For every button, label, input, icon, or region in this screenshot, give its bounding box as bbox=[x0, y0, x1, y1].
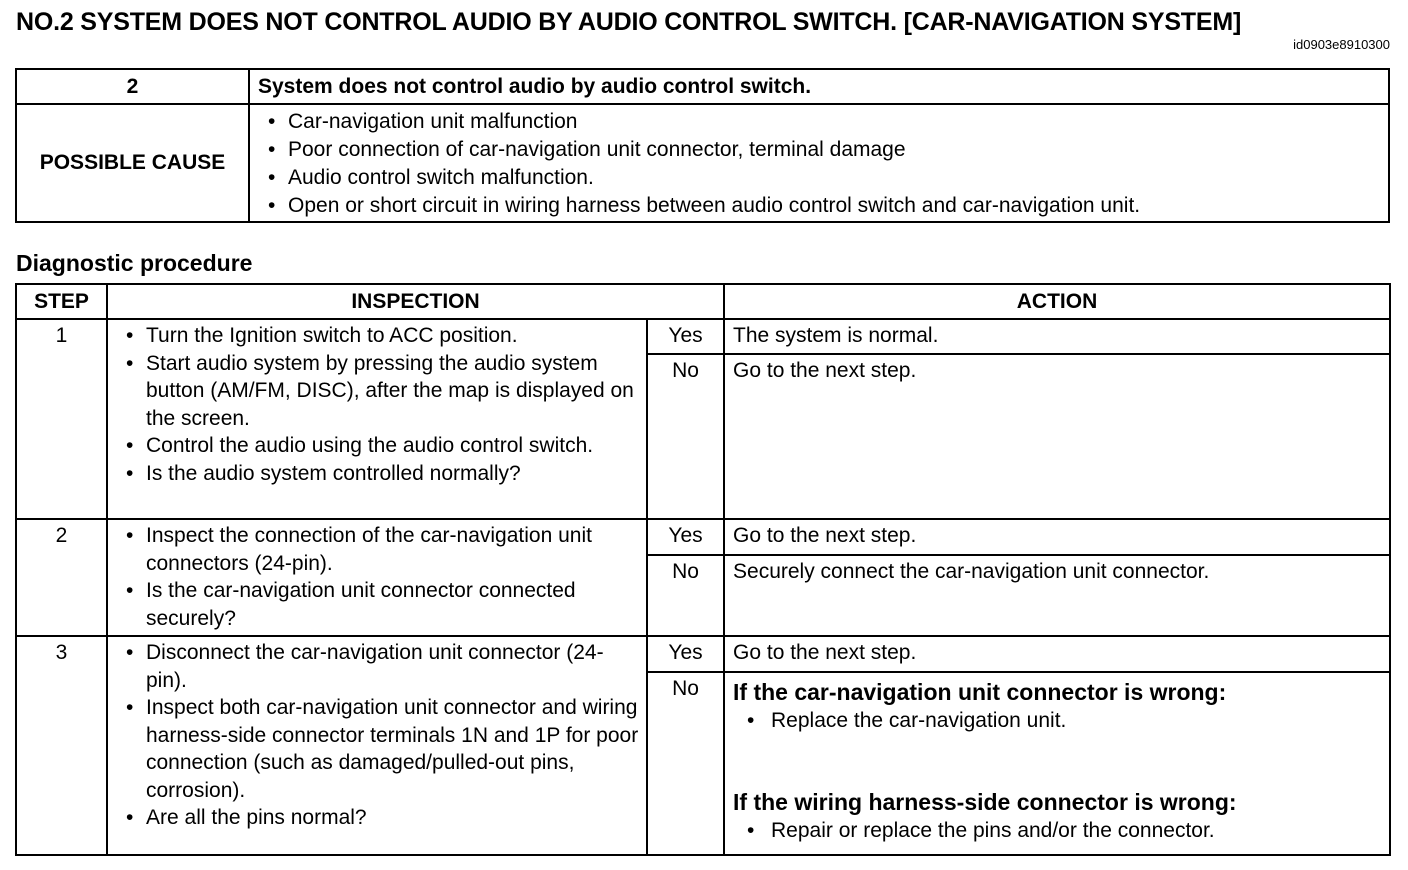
inspection-cell bbox=[107, 319, 647, 519]
step-number: 3 bbox=[16, 636, 107, 855]
possible-cause-item: • Poor connection of car-navigation unit connector, terminal damage bbox=[258, 136, 1380, 164]
step-column-header: STEP bbox=[16, 284, 107, 319]
step-number: 2 bbox=[16, 519, 107, 636]
unit-connector-wrong-heading: If the car-navigation unit connector is wrong: bbox=[733, 679, 1227, 705]
possible-cause-list bbox=[258, 108, 1380, 220]
no-action-cell bbox=[724, 672, 1390, 855]
possible-cause-label: POSSIBLE CAUSE bbox=[16, 104, 249, 222]
inspection-item: • Disconnect the car-navigation unit connector (24-pin). bbox=[114, 639, 640, 694]
inspection-item: • Inspect both car-navigation unit connector and wiring harness-side connector terminals 1N and 1P for poor connection (such as damaged/pulled-out pins, corrosion). bbox=[114, 694, 640, 804]
page-title: NO.2 SYSTEM DOES NOT CONTROL AUDIO BY AUDIO CONTROL SWITCH. [CAR-NAVIGATION SYSTEM] bbox=[16, 8, 1242, 36]
section-title: Diagnostic procedure bbox=[16, 250, 253, 276]
unit-connector-action-list bbox=[733, 707, 1381, 735]
inspection-item: • Start audio system by pressing the audio system button (AM/FM, DISC), after the map is displayed on the screen. bbox=[114, 350, 640, 433]
yes-label: Yes bbox=[647, 319, 724, 354]
inspection-column-header: INSPECTION bbox=[107, 284, 724, 319]
no-label: No bbox=[647, 672, 724, 855]
possible-cause-item: • Open or short circuit in wiring harness between audio control switch and car-navigation unit. bbox=[258, 192, 1380, 220]
inspection-item: • Turn the Ignition switch to ACC position. bbox=[114, 322, 640, 350]
possible-cause-list-cell bbox=[249, 104, 1389, 222]
inspection-item: • Is the car-navigation unit connector connected securely? bbox=[114, 577, 640, 632]
no-label: No bbox=[647, 555, 724, 636]
inspection-list bbox=[114, 522, 640, 632]
yes-action: Go to the next step. bbox=[724, 519, 1390, 555]
inspection-item: • Are all the pins normal? bbox=[114, 804, 640, 832]
document-id: id0903e8910300 bbox=[1293, 37, 1390, 52]
symptom-heading: System does not control audio by audio control switch. bbox=[249, 69, 1389, 104]
inspection-item: • Inspect the connection of the car-navigation unit connectors (24-pin). bbox=[114, 522, 640, 577]
inspection-cell bbox=[107, 519, 647, 636]
yes-action: Go to the next step. bbox=[724, 636, 1390, 672]
inspection-cell bbox=[107, 636, 647, 855]
symptom-number: 2 bbox=[16, 69, 249, 104]
no-action: Go to the next step. bbox=[724, 354, 1390, 519]
possible-cause-table bbox=[15, 68, 1390, 223]
inspection-item: • Control the audio using the audio control switch. bbox=[114, 432, 640, 460]
inspection-item: • Is the audio system controlled normally? bbox=[114, 460, 640, 488]
yes-label: Yes bbox=[647, 519, 724, 555]
diagnostic-procedure-table bbox=[15, 283, 1391, 856]
no-label: No bbox=[647, 354, 724, 519]
yes-label: Yes bbox=[647, 636, 724, 672]
unit-connector-action-item: • Replace the car-navigation unit. bbox=[733, 707, 1381, 735]
action-column-header: ACTION bbox=[724, 284, 1390, 319]
step-number: 1 bbox=[16, 319, 107, 519]
harness-connector-action-item: • Repair or replace the pins and/or the connector. bbox=[733, 817, 1381, 845]
inspection-list bbox=[114, 639, 640, 832]
harness-connector-action-list bbox=[733, 817, 1381, 845]
harness-connector-wrong-heading: If the wiring harness-side connector is wrong: bbox=[733, 789, 1237, 815]
possible-cause-item: • Audio control switch malfunction. bbox=[258, 164, 1380, 192]
possible-cause-item: • Car-navigation unit malfunction bbox=[258, 108, 1380, 136]
yes-action: The system is normal. bbox=[724, 319, 1390, 354]
inspection-list bbox=[114, 322, 640, 487]
spacer bbox=[733, 735, 1381, 787]
no-action: Securely connect the car-navigation unit connector. bbox=[724, 555, 1390, 636]
